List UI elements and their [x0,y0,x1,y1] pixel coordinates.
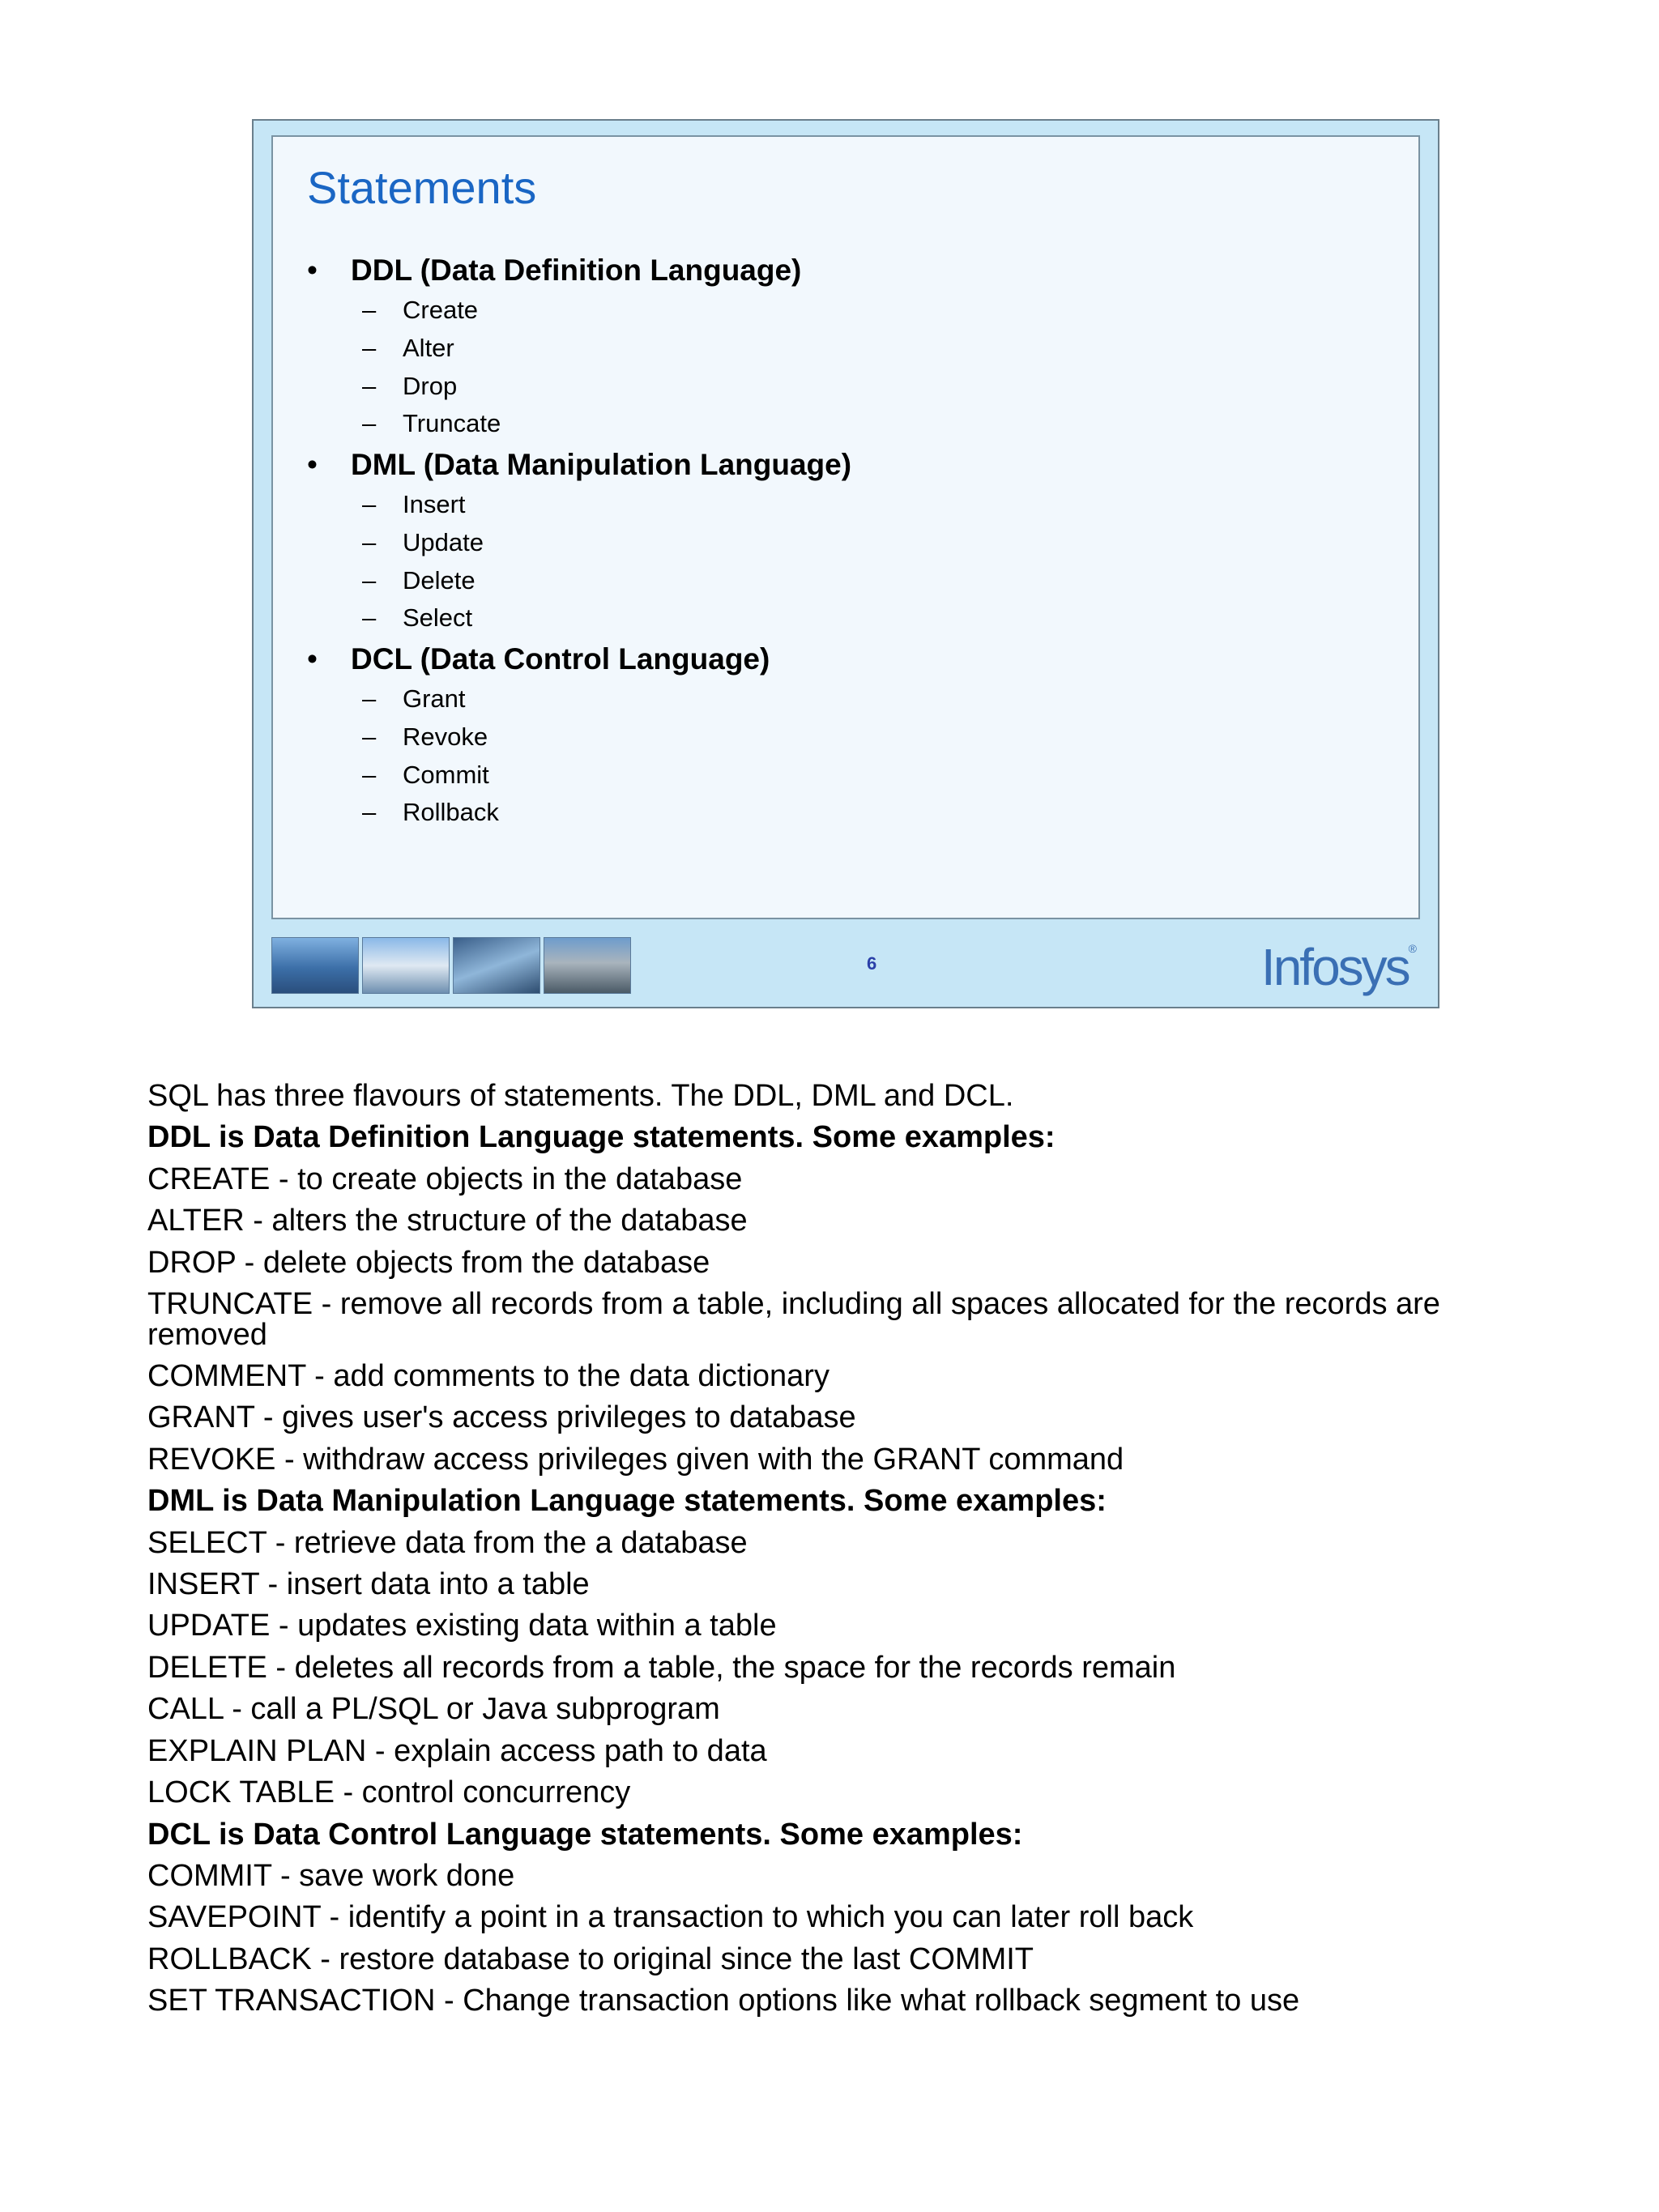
sub-item [362,566,476,595]
notes-line: SQL has three flavours of statements. The DDL, DML and DCL. [147,1079,1014,1113]
sub-item [362,490,466,519]
notes-line: DELETE - deletes all records from a table, the space for the records remain [147,1650,1176,1685]
sub-item-text: Update [403,528,484,556]
notes-line: ALTER - alters the structure of the database [147,1204,748,1238]
footer-photo-strip [271,937,631,995]
bullet-heading-text: DML (Data Manipulation Language) [351,448,852,481]
sub-item-text: Delete [403,566,476,595]
dash-glyph: – [362,603,377,632]
notes-line: SET TRANSACTION - Change transaction options like what rollback segment to use [147,1984,1300,2018]
sub-item-text: Insert [403,490,466,518]
bullet-heading-ddl [307,254,801,288]
sub-item-text: Truncate [403,409,501,437]
bullet-heading-text: DDL (Data Definition Language) [351,254,802,287]
notes-line: CALL - call a PL/SQL or Java subprogram [147,1692,720,1727]
footer-photo-interior-image [453,937,540,994]
sub-item-text: Revoke [403,722,488,751]
speaker-notes [147,1076,1492,2022]
bullet-dot: • [307,642,318,676]
sub-item-text: Alter [403,334,454,362]
notes-line: DROP - delete objects from the database [147,1245,710,1280]
notes-line: CREATE - to create objects in the database [147,1161,743,1196]
sub-item-text: Select [403,603,473,632]
notes-line: TRUNCATE - remove all records from a table, including all spaces allocated for the records are removed [147,1287,1440,1353]
sub-item-text: Create [403,296,479,324]
sub-item [362,409,501,438]
dash-glyph: – [362,722,377,751]
sub-item [362,528,484,557]
slide-frame [252,119,1439,1008]
dash-glyph: – [362,566,377,595]
dash-glyph: – [362,372,377,400]
notes-line: INSERT - insert data into a table [147,1567,590,1602]
sub-item-text: Drop [403,372,458,400]
bullet-dot: • [307,448,318,481]
slide-content-panel [271,135,1420,919]
sub-item-text: Commit [403,761,489,789]
infosys-logo [1261,937,1417,997]
notes-section-heading: DML is Data Manipulation Language statements. Some examples: [147,1484,1107,1519]
sub-item-text: Rollback [403,798,499,826]
footer-photo-building-image [362,937,450,994]
sub-item [362,761,489,790]
logo-text: Infosys [1260,938,1409,996]
notes-line: REVOKE - withdraw access privileges given with the GRANT command [147,1442,1124,1477]
slide-bullet-list [273,137,1418,918]
sub-item [362,296,478,325]
dash-glyph: – [362,296,377,324]
dash-glyph: – [362,528,377,556]
footer-photo-campus-image [271,937,359,994]
bullet-heading-text: DCL (Data Control Language) [351,642,770,676]
sub-item-text: Grant [403,684,466,713]
notes-line: SELECT - retrieve data from the a database [147,1525,748,1560]
slide-title: Statements [307,162,537,213]
notes-section-heading: DDL is Data Definition Language statements. Some examples: [147,1120,1056,1155]
dash-glyph: – [362,409,377,437]
notes-line: UPDATE - updates existing data within a table [147,1609,777,1643]
footer-photo-architecture-image [544,937,631,994]
notes-line: LOCK TABLE - control concurrency [147,1775,631,1810]
notes-line: COMMENT - add comments to the data dictionary [147,1359,830,1394]
bullet-heading-dml [307,448,851,482]
notes-line: ROLLBACK - restore database to original since the last COMMIT [147,1941,1034,1976]
notes-section-heading: DCL is Data Control Language statements. Some examples: [147,1817,1023,1852]
sub-item [362,722,488,752]
slide-page-number: 6 [867,953,877,974]
dash-glyph: – [362,490,377,518]
bullet-dot: • [307,254,318,287]
sub-item [362,334,454,363]
notes-line: EXPLAIN PLAN - explain access path to data [147,1733,767,1768]
notes-line: COMMIT - save work done [147,1858,515,1893]
dash-glyph: – [362,761,377,789]
sub-item [362,798,499,827]
notes-line: SAVEPOINT - identify a point in a transaction to which you can later roll back [147,1900,1194,1935]
dash-glyph: – [362,334,377,362]
sub-item [362,684,466,714]
registered-mark: ® [1408,942,1417,955]
notes-line: GRANT - gives user's access privileges to database [147,1400,856,1435]
sub-item [362,372,457,401]
dash-glyph: – [362,798,377,826]
sub-item [362,603,472,633]
bullet-heading-dcl [307,642,770,676]
dash-glyph: – [362,684,377,713]
